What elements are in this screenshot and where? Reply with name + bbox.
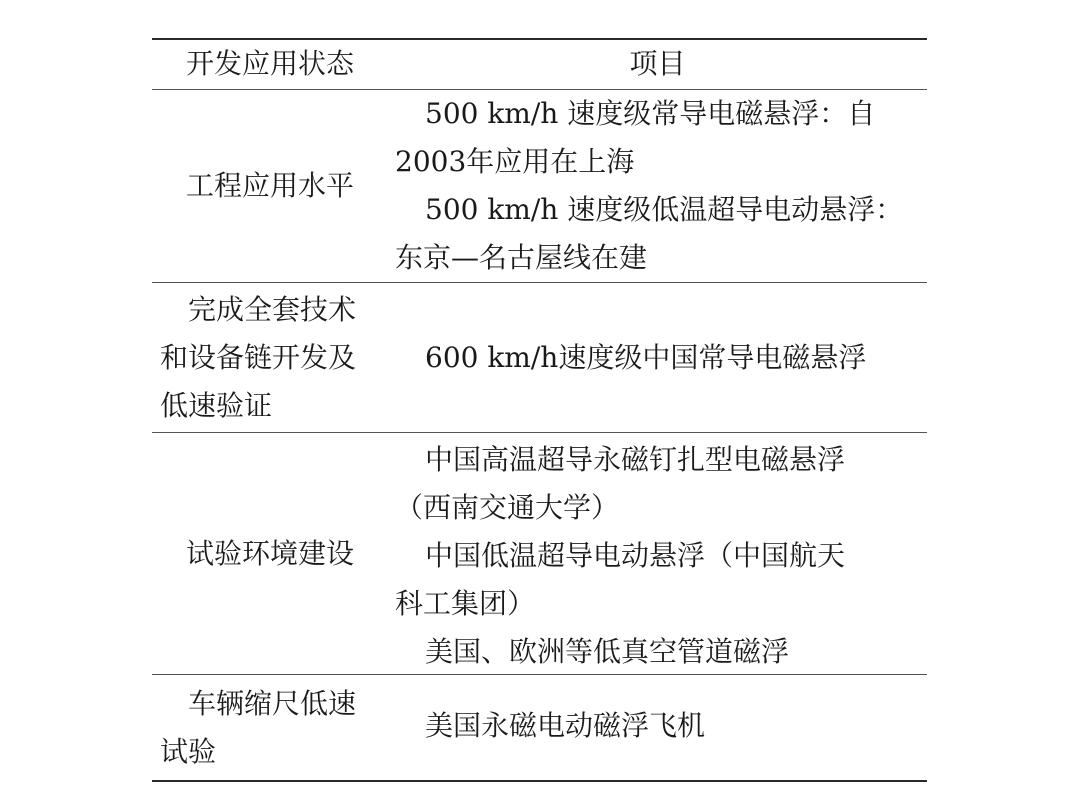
item-line: 600 km/h速度级中国常导电磁悬浮 bbox=[425, 341, 867, 374]
item-line: （西南交通大学） bbox=[395, 491, 620, 524]
item-line: 美国永磁电动磁浮飞机 bbox=[425, 709, 706, 742]
row-2-items bbox=[395, 334, 920, 382]
row-divider bbox=[152, 282, 927, 283]
status-line: 低速验证 bbox=[160, 389, 273, 422]
item-line: 中国低温超导电动悬浮（中国航天 bbox=[425, 539, 846, 572]
status-line: 试验 bbox=[160, 735, 217, 768]
item-line: 2003年应用在上海 bbox=[395, 145, 635, 178]
row-1-status bbox=[152, 162, 388, 210]
status-line: 试验环境建设 bbox=[185, 537, 354, 570]
item-line: 500 km/h 速度级低温超导电动悬浮： bbox=[425, 193, 904, 226]
row-4-status bbox=[152, 680, 388, 776]
row-3-items bbox=[395, 436, 920, 676]
row-1-items bbox=[395, 90, 920, 282]
item-line: 500 km/h 速度级常导电磁悬浮：自 bbox=[425, 97, 876, 130]
table-bottom-rule bbox=[152, 780, 927, 782]
header-project-label: 项目 bbox=[629, 47, 686, 80]
header-status bbox=[152, 40, 388, 88]
row-3-status bbox=[152, 530, 388, 578]
row-4-items bbox=[395, 702, 920, 750]
status-line: 和设备链开发及 bbox=[160, 341, 357, 374]
status-line: 完成全套技术 bbox=[188, 293, 357, 326]
status-line: 车辆缩尺低速 bbox=[188, 687, 357, 720]
header-project bbox=[395, 40, 920, 88]
item-line: 科工集团） bbox=[395, 587, 536, 620]
row-divider bbox=[152, 432, 927, 433]
item-line: 东京—名古屋线在建 bbox=[395, 241, 648, 274]
item-line: 中国高温超导永磁钉扎型电磁悬浮 bbox=[425, 443, 846, 476]
status-line: 工程应用水平 bbox=[185, 169, 354, 202]
header-status-label: 开发应用状态 bbox=[185, 47, 354, 80]
item-line: 美国、欧洲等低真空管道磁浮 bbox=[425, 635, 790, 668]
row-2-status bbox=[152, 286, 388, 430]
